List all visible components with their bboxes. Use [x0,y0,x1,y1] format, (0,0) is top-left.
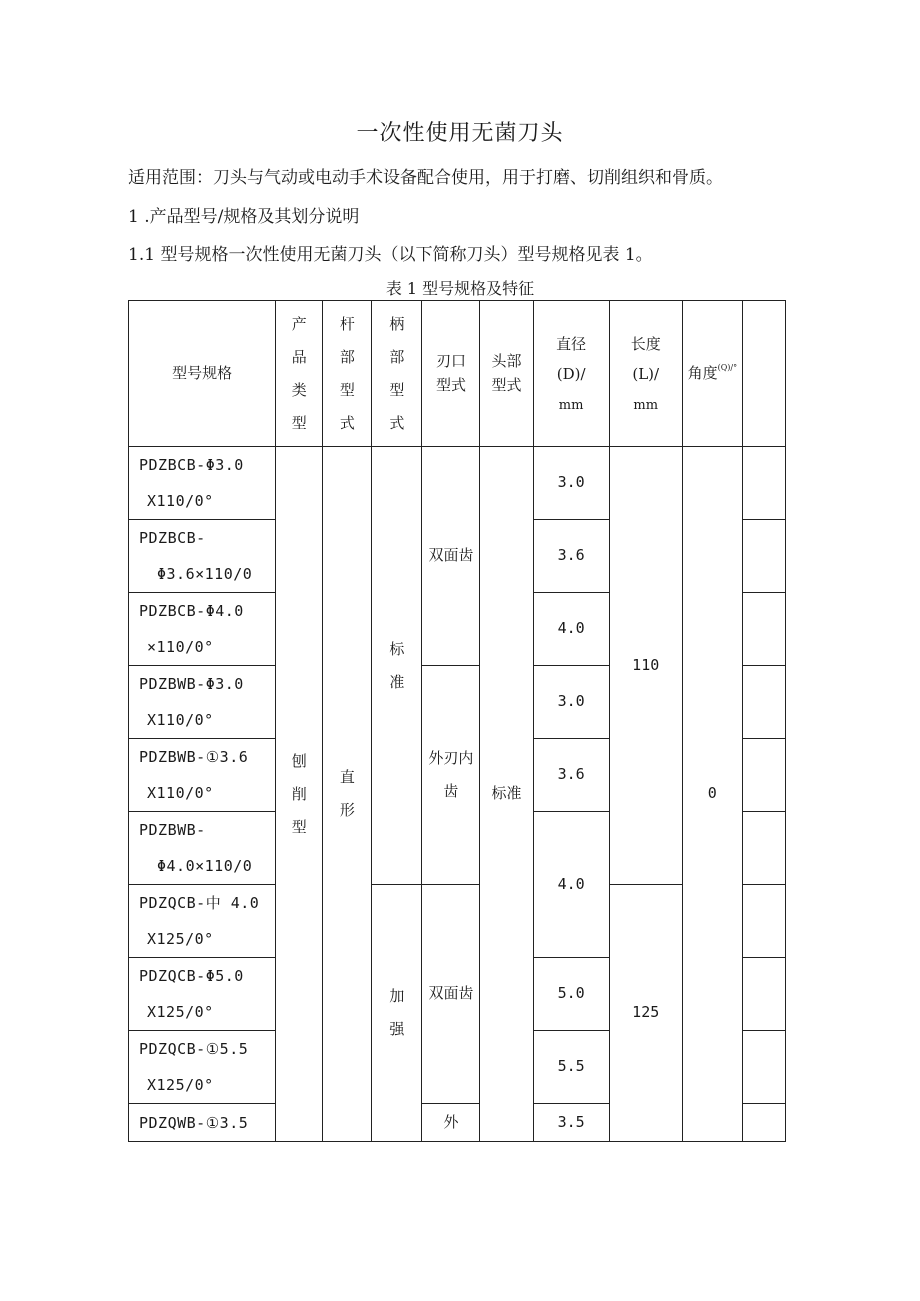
header-length: 长度 (L)/ mm [609,301,682,447]
diameter-cell: 3.0 [533,447,609,520]
head-type-cell: 标准 [480,447,533,1142]
shank-reinforced-cell: 加强 [372,885,422,1142]
header-model: 型号规格 [129,301,276,447]
header-rod-type: 杆部型式 [323,301,372,447]
product-type-cell: 刨削型 [276,447,323,1142]
edge-double-cell-2: 双面齿 [422,885,480,1104]
table-row [129,447,786,520]
model-cell: PDZBWB- Φ4.0×110/0 [129,812,276,885]
empty-cell [742,447,785,520]
section-1-heading: 1 .产品型号/规格及其划分说明 [128,207,360,227]
diameter-cell: 5.5 [533,1031,609,1104]
model-cell: PDZQCB-①5.5 X125/0° [129,1031,276,1104]
shank-standard-cell: 标准 [372,447,422,885]
edge-outer-cell: 外 [422,1104,480,1142]
edge-outer-inner-cell: 外刃内齿 [422,666,480,885]
length-125-cell: 125 [609,885,682,1142]
header-shank-type: 柄部型式 [372,301,422,447]
model-cell: PDZBWB-Φ3.0 X110/0° [129,666,276,739]
empty-cell [742,593,785,666]
header-product-type: 产品类型 [276,301,323,447]
model-cell: PDZBWB-①3.6 X110/0° [129,739,276,812]
document-title: 一次性使用无菌刀头 [356,121,564,146]
model-cell: PDZQCB-中 4.0 X125/0° [129,885,276,958]
header-diameter: 直径 (D)/ mm [533,301,609,447]
edge-double-cell-1: 双面齿 [422,447,480,666]
section-1-1-paragraph: 1.1 型号规格一次性使用无菌刀头（以下简称刀头）型号规格见表 1。 [128,245,653,265]
spec-table [128,300,786,1142]
length-110-cell: 110 [609,447,682,885]
diameter-cell: 4.0 [533,593,609,666]
empty-cell [742,1031,785,1104]
table-header-row [129,301,786,447]
model-cell: PDZBCB-Φ3.0 X110/0° [129,447,276,520]
empty-cell [742,1104,785,1142]
header-angle: 角度$^{(Q)/^\circ}$ [682,301,742,447]
empty-cell [742,812,785,885]
table-caption: 表 1 型号规格及特征 [385,279,535,298]
header-empty [742,301,785,447]
diameter-cell: 3.6 [533,520,609,593]
rod-type-cell: 直形 [323,447,372,1142]
empty-cell [742,739,785,812]
diameter-cell: 3.6 [533,739,609,812]
empty-cell [742,885,785,958]
model-cell: PDZBCB- Φ3.6×110/0 [129,520,276,593]
diameter-cell: 5.0 [533,958,609,1031]
empty-cell [742,666,785,739]
model-cell: PDZQCB-Φ5.0 X125/0° [129,958,276,1031]
model-cell: PDZBCB-Φ4.0 ×110/0° [129,593,276,666]
header-edge-type: 刃口 型式 [422,301,480,447]
empty-cell [742,958,785,1031]
diameter-cell: 4.0 [533,812,609,958]
diameter-cell: 3.0 [533,666,609,739]
diameter-cell: 3.5 [533,1104,609,1142]
header-head-type: 头部 型式 [480,301,533,447]
angle-cell: 0 [682,447,742,1142]
scope-paragraph: 适用范围：刀头与气动或电动手术设备配合使用，用于打磨、切削组织和骨质。 [128,168,723,188]
empty-cell [742,520,785,593]
model-cell: PDZQWB-①3.5 [129,1104,276,1142]
